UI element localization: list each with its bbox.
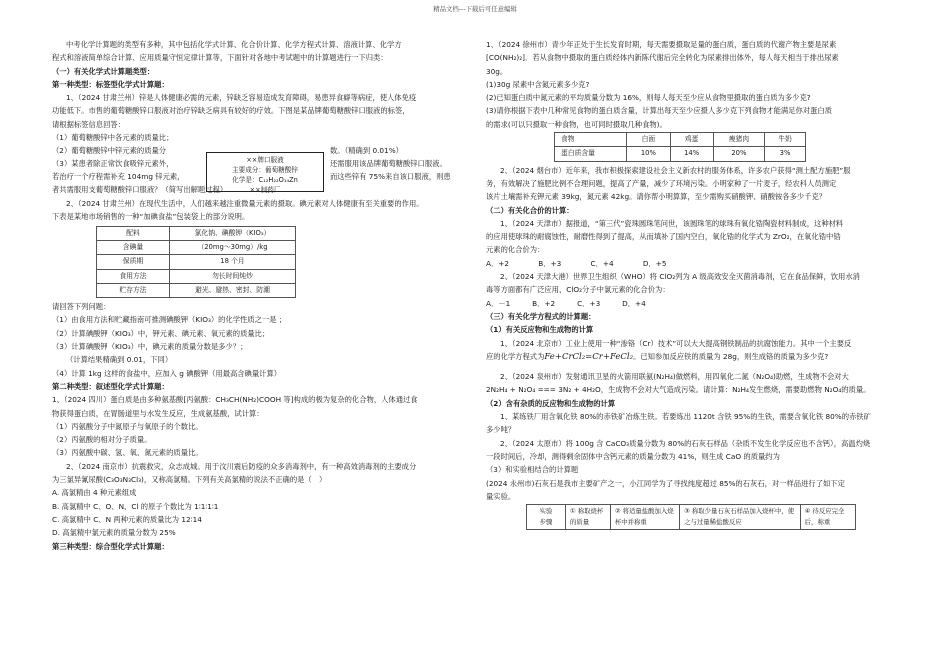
table-cell: 14% bbox=[670, 147, 713, 161]
table-cell: 避光、避热、密封、防潮 bbox=[170, 283, 296, 297]
question-text: 2、（2024 南京市）抗震救灾，众志成城。用于汶川震后防疫的众多消毒剂中，有一种高效消毒剂的主要成分 bbox=[66, 461, 417, 471]
question-text bbox=[486, 350, 910, 364]
intro-line: 程式和溶液简单综合计算、应用质量守恒定律计算等，下面针对各地中考试题中的计算题进行一下归类： bbox=[52, 53, 388, 63]
question-text: （计算结果精确到 0.01，下同） bbox=[66, 355, 173, 365]
table-cell: 白面 bbox=[627, 133, 670, 147]
question-text: 1、（2024 北京市）工业上使用一种“渗铬（Cr）技术”可以大大提高钢铁制品的抗腐蚀能力。其中一个主要反 bbox=[500, 338, 852, 348]
question-text: 务，有效解决了施肥比例不合理问题，提高了产量，减少了环境污染。小明家种了一片麦子，经农科人员测定 bbox=[486, 178, 837, 188]
subsection-heading: （3）和实验相结合的计算题 bbox=[486, 465, 579, 475]
label-line: 主要成分：葡萄糖酸锌 bbox=[232, 166, 298, 174]
table-row bbox=[97, 226, 296, 240]
table-cell: ① 称取烧杯的质量 bbox=[566, 505, 611, 530]
experiment-steps-table bbox=[526, 504, 856, 530]
question-text: 物获得蛋白质，在胃肠道里与水发生反应，生成氨基酸，试计算： bbox=[52, 408, 264, 418]
question-text: 数。（精确到 0.01%） bbox=[330, 146, 403, 156]
answer-option: A. 高氯精由 4 种元素组成 bbox=[52, 488, 137, 498]
answer-options: A．－1 B．+2 C．+3 D．+4 bbox=[486, 298, 646, 308]
page-header: 精品文档---下载后可任意编辑 bbox=[433, 5, 517, 13]
question-text: 。已知参加反应铁的质量为 28g，则生成铬的质量为多少克? bbox=[633, 351, 829, 361]
question-text: 若治疗一个疗程需补充 104mg 锌元素， bbox=[52, 172, 185, 182]
question-text: 2、（2024 太原市）将 100g 含 CaCO₃质量分数为 80%的石灰石样品（杂质不发生化学反应也不含钙），高温灼烧 bbox=[500, 438, 871, 448]
question-text: （1）由食用方法和贮藏指南可推测碘酸钾（KIO₃）的化学性质之一是 ； bbox=[52, 315, 287, 325]
question-text: 者共需服用支葡萄糖酸锌口服液？（简写出解题过程） bbox=[52, 185, 228, 195]
question-text: 2、（2024 泉州市）发射通讯卫星的火箭用联氨(N₂H₄)做燃料，用四氧化二氮（N₂O₄)助燃，生成物不会对大 bbox=[500, 372, 849, 382]
question-text: 应的化学方程式为 bbox=[486, 351, 545, 361]
type-heading: 第一种类型：标签型化学式计算题： bbox=[52, 79, 169, 89]
table-cell: 20% bbox=[713, 147, 764, 161]
table-cell: 18 个月 bbox=[170, 255, 296, 269]
table-cell: 食物 bbox=[555, 133, 627, 147]
question-text: 的应用使球珠的耐腐蚀性，耐磨性得到了提高，从而填补了国内空白，氧化锆的化学式为 ZrO₂，在氧化锆中锆 bbox=[486, 232, 841, 242]
question-text: （2）丙氨酸的相对分子质量。 bbox=[52, 435, 152, 445]
table-cell: ④ 待反应完全后，称重 bbox=[800, 505, 855, 530]
question-text: （1）丙氨酸分子中氮原子与氧原子的个数比。 bbox=[52, 421, 203, 431]
question-text: 2、（2024 烟台市）近年来，我市积极探索建设社会主义新农村的服务体系，许多农户获得“测土配方施肥”服 bbox=[500, 165, 851, 175]
question-text: 为三氯异氰尿酸(C₃O₃N₃Cl₃)，又称高氯精。下列有关高氯精的说法不正确的是（ ） bbox=[52, 475, 327, 485]
question-text: [CO(NH₂)₂]．若从食物中摄取的蛋白质经体内新陈代谢后完全转化为尿素排出体外，每人每天相当于排出尿素 bbox=[486, 53, 839, 63]
question-text: （3）丙氨酸中碳、氢、氧、氮元素的质量比。 bbox=[52, 448, 203, 458]
table-cell: ③ 称取少量石灰石样品加入烧杯中，使之与过量稀盐酸反应 bbox=[680, 505, 801, 530]
section-heading: （二）有关化合价的计算： bbox=[486, 205, 574, 215]
label-line: 化学是：C₁₂H₂₂O₁₄Zn bbox=[232, 176, 298, 184]
table-row bbox=[555, 133, 806, 147]
section-heading: （一）有关化学式计算题类型： bbox=[52, 66, 155, 76]
question-text: 一段时间后，冷却，测得剩余固体中含钙元素的质量分数为 41%，则生成 CaO 的质量约为 bbox=[486, 451, 780, 461]
question-text: 下表是某地市场销售的一种“加碘食盐”包装袋上的部分说明。 bbox=[52, 212, 250, 222]
question-text: 功能低下。市售的葡萄糖酸锌口服液对治疗锌缺乏病具有较好的疗效。下图是某品牌葡萄糖酸锌口服液的标签， bbox=[52, 106, 410, 116]
question-text: 多少吨？ bbox=[486, 425, 516, 435]
answer-option: B. 高氯精中 C、O、N、Cl 的原子个数比为 1∶1∶1∶1 bbox=[52, 501, 219, 511]
table-cell: 含碘量 bbox=[97, 240, 170, 254]
question-text: 量实验。 bbox=[486, 491, 516, 501]
question-text: 1、（2024 天津市）据报道，“第三代”瓷珠圆珠笔问世，该圆珠笔的球珠有氧化锆陶瓷材料制成，这种材料 bbox=[500, 218, 844, 228]
question-text: （3）计算碘酸钾（KIO₃）中，碘元素的质量分数是多少？； bbox=[52, 342, 248, 352]
question-text: 该片土壤需补充钾元素 39kg，氮元素 42kg。请你帮小明算算，至少需购买硝酸钾、硝酸铵各多少千克？ bbox=[486, 192, 827, 202]
subsection-heading: （2）含有杂质的反应物和生成物的计算 bbox=[486, 398, 616, 408]
product-label-box bbox=[206, 152, 324, 192]
table-cell: 食用方法 bbox=[97, 269, 170, 283]
table-row bbox=[97, 269, 296, 283]
table-cell: （20mg～30mg）/kg bbox=[170, 240, 296, 254]
question-text: (1)30g 尿素中含氮元素多少克? bbox=[486, 79, 590, 89]
table-row bbox=[97, 240, 296, 254]
label-line: ××制药厂 bbox=[249, 186, 281, 194]
question-text: 毒等方面都有广泛应用，ClO₂分子中氯元素的化合价为： bbox=[486, 285, 670, 295]
question-text: （4）计算 1kg 这样的食盐中，应加入 g 碘酸钾（用最高含碘量计算） bbox=[52, 368, 282, 378]
question-text: （2）葡萄糖酸锌中锌元素的质量分 bbox=[52, 146, 167, 156]
question-text: 1、（2024 甘肃兰州）锌是人体健康必需的元素，锌缺乏容易造成发育障碍，易患异食癖等病症，使人体免疫 bbox=[66, 93, 417, 103]
question-text: (3)请你根据下表中几种常见食物的蛋白质含量，计算出每天至少应摄人多少克下列食物才能满足你对蛋白质 bbox=[486, 106, 832, 116]
question-text: 元素的化合价为： bbox=[486, 245, 545, 255]
question-text: 1、（2024 徐州市）青少年正处于生长发育时期，每天需要摄取足量的蛋白质，蛋白质的代谢产物主要是尿素 bbox=[486, 40, 837, 49]
table-row bbox=[97, 283, 296, 297]
table-row bbox=[97, 255, 296, 269]
type-heading: 第二种类型：叙述型化学式计算题： bbox=[52, 381, 169, 391]
question-text: 的需求(可以只摄取一种食物，也可同时摄取几种食物)。 bbox=[486, 119, 667, 129]
question-text: 30g。 bbox=[486, 66, 508, 76]
table-cell: 3% bbox=[765, 147, 806, 161]
question-text: 请回答下列问题： bbox=[52, 302, 111, 312]
type-heading: 第三种类型：综合型化学式计算题： bbox=[52, 541, 169, 551]
answer-options: A．+2 B．+3 C．+4 D．+5 bbox=[486, 258, 667, 268]
table-cell: 配料 bbox=[97, 226, 170, 240]
table-cell: 瘦猪肉 bbox=[713, 133, 764, 147]
table-cell: 实验 步骤 bbox=[527, 505, 566, 530]
left-column bbox=[52, 38, 470, 553]
question-text: 而这些锌有 75%来自该口服液，则患 bbox=[330, 172, 451, 182]
chemical-equation: Fe+CrCl₂=Cr+FeCl₂ bbox=[544, 351, 634, 362]
table-cell: 保质期 bbox=[97, 255, 170, 269]
table-cell: 牛奶 bbox=[765, 133, 806, 147]
question-text: 还需服用该品牌葡萄糖酸锌口服液。 bbox=[330, 159, 447, 169]
table-cell: 10% bbox=[627, 147, 670, 161]
question-text: (2)已知蛋白质中氮元素的平均质量分数为 16%，则每人每天至少应从食物里摄取的蛋白质为多少克? bbox=[486, 93, 811, 103]
subsection-heading: （1）有关反应物和生成物的计算 bbox=[486, 325, 594, 335]
answer-option: C. 高氯精中 C、N 两种元素的质量比为 12∶14 bbox=[52, 514, 202, 524]
table-cell: 勿长时间炖炒 bbox=[170, 269, 296, 283]
food-protein-table bbox=[554, 132, 806, 162]
question-text: 2N₂H₄ + N₂O₄ === 3N₂ + 4H₂O，生成物不会对大气造成污染。请计算：N₂H₄发生燃烧，需要助燃物 N₂O₄的质量。 bbox=[486, 385, 871, 395]
table-row bbox=[555, 147, 806, 161]
intro-line: 中考化学计算题的类型有多种，其中包括化学式计算、化合价计算、化学方程式计算、溶液计算、化学方 bbox=[66, 40, 402, 49]
salt-info-table bbox=[96, 226, 296, 298]
question-text: 2、（2024 天津大港）世界卫生组织（WHO）将 ClO₂列为 A 级高效安全灭菌消毒剂，它在食品保鲜，饮用水消 bbox=[500, 272, 860, 282]
question-text: 1、某练铁厂用含氧化铁 80%的赤铁矿冶炼生铁。若要炼出 1120t 含铁 95%的生铁，需要含氧化铁 80%的赤铁矿 bbox=[500, 412, 871, 422]
question-text: 请根据标签信息回答： bbox=[52, 119, 125, 129]
question-text: 1、（2024 四川）蛋白质是由多种氨基酸[丙氨酸：CH₃CH(NH₂)COOH 等]构成的极为复杂的化合物，人体通过食 bbox=[52, 395, 418, 405]
table-cell: 鸡蛋 bbox=[670, 133, 713, 147]
question-text: (2024 永州市)石灰石是我市主要矿产之一，小江同学为了寻找纯度超过 85%的石灰石，对一样品进行了如下定 bbox=[486, 478, 845, 488]
answer-option: D. 高氯精中氯元素的质量分数为 25% bbox=[52, 528, 176, 538]
table-cell: 氯化钠、碘酸钾（KIO₃） bbox=[170, 226, 296, 240]
table-cell: 贮存方法 bbox=[97, 283, 170, 297]
right-column bbox=[486, 38, 910, 530]
question-text: 2、（2024 甘肃兰州）在现代生活中，人们越来越注重微量元素的摄取。碘元素对人体健康有至关重要的作用。 bbox=[66, 199, 424, 209]
table-cell: ② 将适量盐酸加入烧杯中并称重 bbox=[610, 505, 679, 530]
question-text: （1）葡萄糖酸锌中各元素的质量比； bbox=[52, 133, 174, 143]
label-line: ××牌口服液 bbox=[246, 156, 284, 164]
question-text: （3）某患者除正常饮食吸锌元素外， bbox=[52, 159, 174, 169]
table-cell: 蛋白质含量 bbox=[555, 147, 627, 161]
section-heading: （三）有关化学方程式的计算题： bbox=[486, 311, 596, 321]
question-text: （2）计算碘酸钾（KIO₃）中，钾元素、碘元素、氧元素的质量比； bbox=[52, 328, 270, 338]
